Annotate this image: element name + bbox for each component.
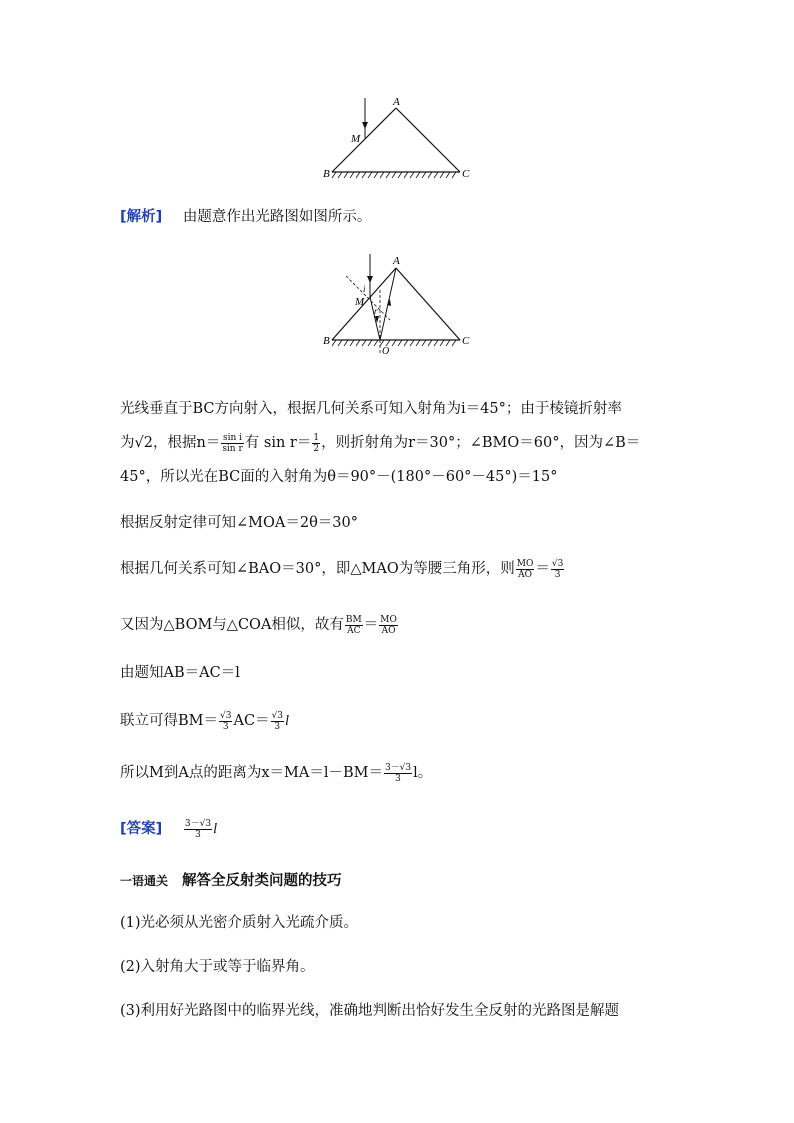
figure-prism-1 [318,92,478,188]
label-c-2: C [462,335,470,347]
label-c: C [462,168,470,180]
fraction-bm-coef-2: $\frac{√3}{3}$ [271,710,284,732]
body-line-8: 联立可得BM＝ $\frac{√3}{3}$ AC＝ $\frac{√3}{3}$ l [120,710,290,732]
tips-title: 解答全反射类问题的技巧 [182,873,342,889]
fraction-mo-ao-2: $\frac{MO}{AO}$ [380,614,397,636]
prism-diagram-2 [318,250,478,360]
fraction-sqrt3-3: $\frac{√3}{3}$ [551,558,564,580]
body-line-2-b: 有 sin r＝ [244,435,312,451]
analysis-intro: 由题意作出光路图如图所示。 [182,209,372,225]
tips-item-3: (3)利用好光路图中的临界光线，准确地判断出恰好发生全反射的光路图是解题 [120,1003,620,1019]
tips-heading [120,870,720,892]
fraction-n: $\frac{\text{sin i}}{\text{sin r}}$ [222,432,243,454]
body-line-1: 光线垂直于BC方向射入，根据几何关系可知入射角为i＝45°；由于棱镜折射率 [120,401,622,417]
body-line-9: 所以M到A点的距离为x＝MA＝l－BM＝ $\frac{3-√3}{3}$ l。 [120,762,433,784]
label-b: B [323,168,330,180]
body-line-2 [120,432,720,454]
label-a-2: A [393,255,400,267]
body-line-6: 又因为△BOM与△COA相似，故有 $\frac{BM}{AC}$ ＝ $\frac{MO}{AO}$ [120,614,397,636]
body-line-5: 根据几何关系可知∠BAO＝30°，即△MAO为等腰三角形，则 $\frac{MO}{AO}$ ＝ $\frac{√3}{3}$ [120,558,564,580]
label-r: r [374,306,378,316]
answer-line [120,818,720,840]
fraction-bm-coef: $\frac{√3}{3}$ [220,710,232,732]
label-i: i [363,284,366,294]
fraction-mo-ao: $\frac{MO}{AO}$ [516,558,534,580]
body-line-7: 由题知AB＝AC＝l [120,665,240,681]
body-line-4: 根据反射定律可知∠MOA＝2θ＝30° [120,515,359,531]
label-o: O [382,346,390,357]
label-m-2: M [355,296,365,308]
answer-suffix: l [213,821,218,837]
prism-diagram-1 [318,92,478,188]
analysis-tag: [解析] [120,209,163,225]
body-line-2-a: 为√2，根据n＝ [120,435,221,451]
body-line-2-c: ，则折射角为r＝30°；∠BMO＝60°，因为∠B＝ [321,435,641,451]
fraction-bm-ac: $\frac{BM}{AC}$ [345,614,362,636]
figure-prism-2 [318,250,478,360]
fraction-ma: $\frac{3-√3}{3}$ [384,762,412,784]
label-m: M [351,133,361,145]
fraction-half: $\frac{1}{2}$ [313,432,320,454]
tips-item-1: (1)光必须从光密介质射入光疏介质。 [120,915,359,931]
body-line-3: 45°，所以光在BC面的入射角为θ＝90°－(180°－60°－45°)＝15° [120,469,558,485]
tips-item-2: (2)入射角大于或等于临界角。 [120,959,315,975]
answer-tag: [答案] [120,821,163,837]
analysis-intro-line [120,206,720,228]
answer-fraction: $\frac{3-√3}{3}$ [184,818,212,840]
label-b-2: B [323,335,330,347]
tips-badge: 一语通关 [120,874,169,888]
label-a: A [393,96,400,108]
